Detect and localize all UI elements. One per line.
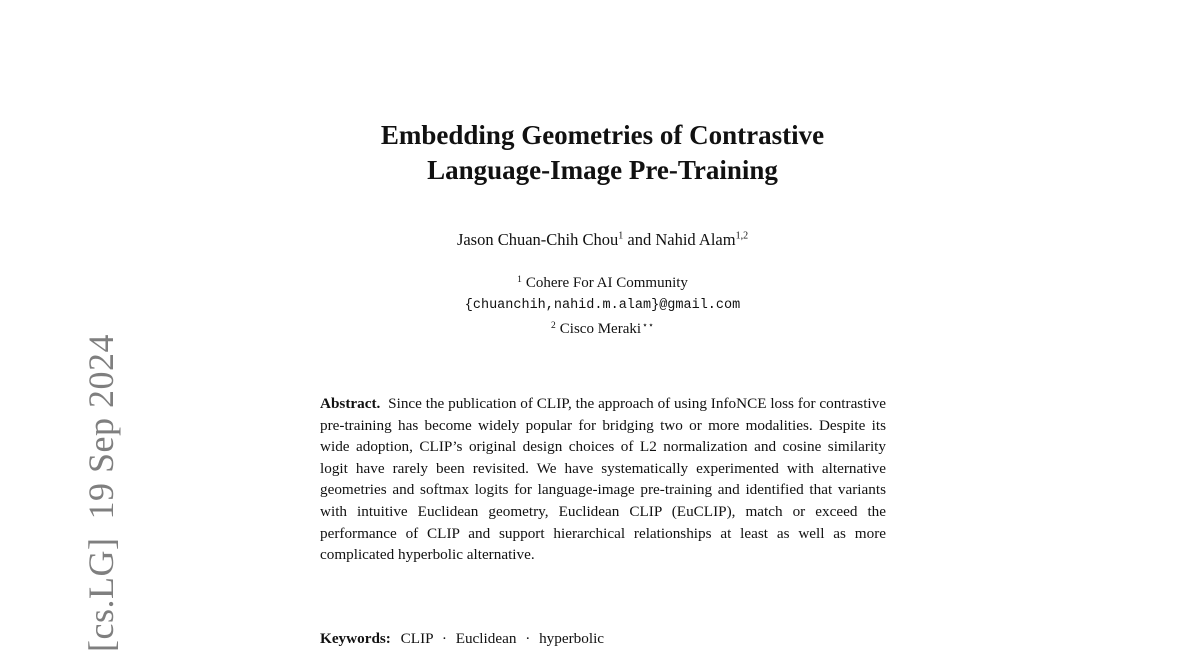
arxiv-stamp-text [80,316,122,652]
keywords-label: Keywords: [320,630,391,647]
abstract-text: Since the publication of CLIP, the approach of using InfoNCE loss for contrastive pre-training has become widely popular for bridging two or more modalities. Despite its wide adoption, CLIP’s original design choices of L2 normalization and cosine similarity logit have rarely been revisited. We have systematically experimented with alternative geometries and softmax logits for language-image pre-training and identified that variants with intuitive Euclidean geometry, Euclidean CLIP (EuCLIP), match or exceed the performance of CLIP and support hierarchical relationships at least as well as more complicated hyperbolic alternative. [320,395,886,564]
affiliation-1 [300,270,905,294]
title-line-1: Embedding Geometries of Contrastive [380,120,825,150]
author-list [300,230,905,250]
keyword-item: hyperbolic [539,630,605,647]
affiliation-mark: 1 [517,275,522,285]
affiliation-name: Cisco Meraki [559,321,642,337]
keyword-item: Euclidean [455,630,517,647]
title-line-2: Language-Image Pre-Training [427,155,778,185]
author-connector: and [627,230,652,249]
author-name: Jason Chuan-Chih Chou [456,230,619,249]
author-affil-mark: 1,2 [735,230,749,242]
paper-title [300,118,905,188]
keyword-item: CLIP [400,630,434,647]
arxiv-date: 19 Sep 2024 [81,334,121,520]
arxiv-stamp [12,322,121,662]
author-email [300,294,905,316]
author-name: Nahid Alam [655,230,736,249]
email-text: {chuanchih,nahid.m.alam}@gmail.com [464,298,741,313]
affiliation-mark: 2 [551,321,556,331]
author-affil-mark: 1 [618,230,624,242]
affiliation-name: Cohere For AI Community [525,275,688,291]
keyword-separator: · [525,630,531,647]
abstract [320,393,886,566]
abstract-label: Abstract. [320,395,381,412]
keywords [320,628,886,649]
affiliation-2 [300,316,905,340]
footnote-mark: ⋆⋆ [642,321,654,331]
arxiv-category: [cs.LG] [81,537,121,652]
affiliations [300,270,905,340]
keyword-separator: · [441,630,447,647]
